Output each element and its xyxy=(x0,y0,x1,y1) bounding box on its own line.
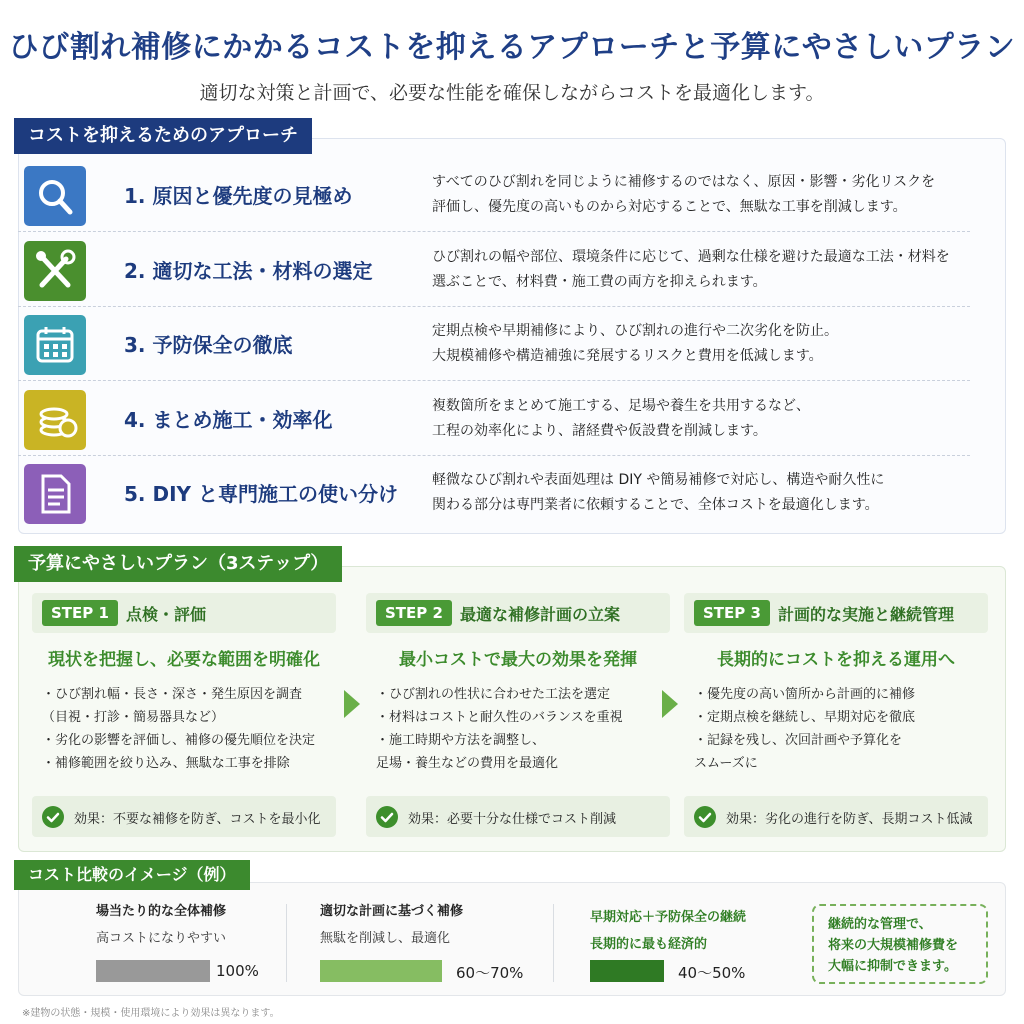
step-bullet-list xyxy=(694,683,986,775)
note-line: 継続的な管理で、 xyxy=(828,917,932,932)
approach-desc-line: 大規模補修や構造補強に発展するリスクと費用を低減します。 xyxy=(432,348,823,364)
step-effect xyxy=(366,796,670,837)
approach-item-title: 2. 適切な工法・材料の選定 xyxy=(124,258,373,283)
approach-item xyxy=(18,233,988,307)
check-circle-icon xyxy=(376,806,398,828)
bullet-line: （目視・打診・簡易器具など） xyxy=(42,710,225,725)
approach-desc-line: 工程の効率化により、諸経費や仮設費を削減します。 xyxy=(432,422,767,439)
list-item xyxy=(42,729,334,752)
step-effect-text: 効果：必要十分な仕様でコスト削減 xyxy=(408,812,617,827)
step-name: 点検・評価 xyxy=(126,605,207,624)
bullet-line: ・優先度の高い箇所から計画的に補修 xyxy=(694,687,916,702)
approach-desc-line: 軽微なひび割れや表面処理は DIY や簡易補修で対応し、構造や耐久性に xyxy=(432,472,885,488)
approach-item xyxy=(18,158,988,232)
divider xyxy=(286,904,287,982)
step-arrow-icon xyxy=(662,690,678,718)
bullet-line: ・記録を残し、次回計画や予算化を xyxy=(694,733,903,748)
approach-desc-line: 複数箇所をまとめて施工する、足場や養生を共用するなど、 xyxy=(432,397,810,414)
bullet-line: ・補修範囲を絞り込み、無駄な工事を排除 xyxy=(42,756,290,771)
list-item xyxy=(694,706,986,729)
list-item xyxy=(694,683,986,706)
approach-item-desc xyxy=(432,394,992,444)
step-header xyxy=(32,593,336,633)
approach-section-label: コストを抑えるためのアプローチ xyxy=(14,118,312,154)
step-card xyxy=(684,593,988,837)
cost-value: 60〜70% xyxy=(456,964,524,982)
bullet-line: スムーズに xyxy=(694,756,758,771)
step-tagline: 現状を把握し、必要な範囲を明確化 xyxy=(48,650,320,670)
magnifier-icon xyxy=(24,166,86,226)
compare-item xyxy=(320,900,463,946)
compare-item-sub: 高コストになりやすい xyxy=(96,931,227,946)
divider xyxy=(553,904,554,982)
step-badge: STEP 1 xyxy=(42,600,118,626)
note-box xyxy=(812,904,988,984)
bullet-line: ・定期点検を継続し、早期対応を徹底 xyxy=(694,710,916,725)
approach-item-title: 4. まとめ施工・効率化 xyxy=(124,407,333,432)
plan-section-label: 予算にやさしいプラン（3ステップ） xyxy=(14,546,342,582)
bullet-line: 足場・養生などの費用を最適化 xyxy=(376,756,559,771)
note-line: 大幅に抑制できます。 xyxy=(828,959,957,974)
list-item xyxy=(376,729,668,775)
compare-item-title: 場当たり的な全体補修 xyxy=(96,904,227,919)
bullet-line: ・劣化の影響を評価し、補修の優先順位を決定 xyxy=(42,733,316,748)
document-icon xyxy=(24,464,86,524)
approach-item-title: 5. DIY と専門施工の使い分け xyxy=(124,482,398,506)
list-item xyxy=(42,752,334,775)
step-arrow-icon xyxy=(344,690,360,718)
compare-item xyxy=(96,900,226,946)
compare-item-sub: 無駄を削減し、最適化 xyxy=(320,931,451,946)
tools-icon xyxy=(24,241,86,301)
step-effect xyxy=(32,796,336,837)
step-header xyxy=(684,593,988,633)
approach-desc-line: 評価し、優先度の高いものから対応することで、無駄な工事を削減します。 xyxy=(432,199,907,215)
compare-item-sub: 長期的に最も経済的 xyxy=(590,937,708,952)
bullet-line: ・ひび割れ幅・長さ・深さ・発生原因を調査 xyxy=(42,687,303,702)
cost-bar xyxy=(590,960,664,982)
step-card xyxy=(366,593,670,837)
approach-desc-line: 定期点検や早期補修により、ひび割れの進行や二次劣化を防止。 xyxy=(432,323,838,339)
approach-item-desc xyxy=(432,319,992,369)
approach-item-desc xyxy=(432,245,992,295)
approach-item-desc xyxy=(432,170,992,220)
bullet-line: ・材料はコストと耐久性のバランスを重視 xyxy=(376,710,623,725)
approach-item-desc xyxy=(432,468,992,518)
approach-item xyxy=(18,382,988,456)
calendar-icon xyxy=(24,315,86,375)
compare-item-title: 早期対応＋予防保全の継続 xyxy=(590,910,747,925)
list-item xyxy=(376,683,668,706)
step-header xyxy=(366,593,670,633)
step-bullet-list xyxy=(376,683,668,775)
step-effect-text: 効果：不要な補修を防ぎ、コストを最小化 xyxy=(74,812,321,827)
compare-item xyxy=(590,906,746,952)
step-card xyxy=(32,593,336,837)
check-circle-icon xyxy=(42,806,64,828)
compare-item-title: 適切な計画に基づく補修 xyxy=(320,904,464,919)
approach-desc-line: 選ぶことで、材料費・施工費の両方を抑えられます。 xyxy=(432,273,767,290)
approach-desc-line: 関わる部分は専門業者に依頼することで、全体コストを最適化します。 xyxy=(432,497,879,513)
bullet-line: ・施工時期や方法を調整し、 xyxy=(376,733,546,748)
page-title: ひび割れ補修にかかるコストを抑えるアプローチと予算にやさしいプラン xyxy=(8,30,1016,65)
approach-item-title: 1. 原因と優先度の見極め xyxy=(124,184,353,208)
cost-bar xyxy=(96,960,210,982)
step-badge: STEP 2 xyxy=(376,600,452,626)
step-name: 最適な補修計画の立案 xyxy=(460,605,621,624)
approach-desc-line: すべてのひび割れを同じように補修するのではなく、原因・影響・劣化リスクを xyxy=(432,174,936,190)
step-effect xyxy=(684,796,988,837)
approach-desc-line: ひび割れの幅や部位、環境条件に応じて、過剰な仕様を避けた最適な工法・材料を xyxy=(432,248,950,265)
compare-section-label: コスト比較のイメージ（例） xyxy=(14,860,250,890)
list-item xyxy=(42,683,334,729)
step-tagline: 長期的にコストを抑える運用へ xyxy=(717,650,955,670)
list-item xyxy=(694,729,986,775)
approach-item-title: 3. 予防保全の徹底 xyxy=(124,333,293,357)
cost-value: 100% xyxy=(216,962,259,980)
approach-item xyxy=(18,456,988,530)
list-item xyxy=(376,706,668,729)
check-circle-icon xyxy=(694,806,716,828)
page-subtitle: 適切な対策と計画で、必要な性能を確保しながらコストを最適化します。 xyxy=(199,82,825,104)
footnote: ※建物の状態・規模・使用環境により効果は異なります。 xyxy=(22,1008,280,1019)
approach-item xyxy=(18,307,988,381)
step-tagline: 最小コストで最大の効果を発揮 xyxy=(399,650,637,670)
step-effect-text: 効果：劣化の進行を防ぎ、長期コスト低減 xyxy=(726,812,973,827)
step-bullet-list xyxy=(42,683,334,775)
note-line: 将来の大規模補修費を xyxy=(828,938,959,953)
bullet-line: ・ひび割れの性状に合わせた工法を選定 xyxy=(376,687,611,702)
coins-icon xyxy=(24,390,86,450)
step-name: 計画的な実施と継続管理 xyxy=(778,605,955,624)
step-badge: STEP 3 xyxy=(694,600,770,626)
cost-bar xyxy=(320,960,442,982)
cost-value: 40〜50% xyxy=(678,964,746,982)
